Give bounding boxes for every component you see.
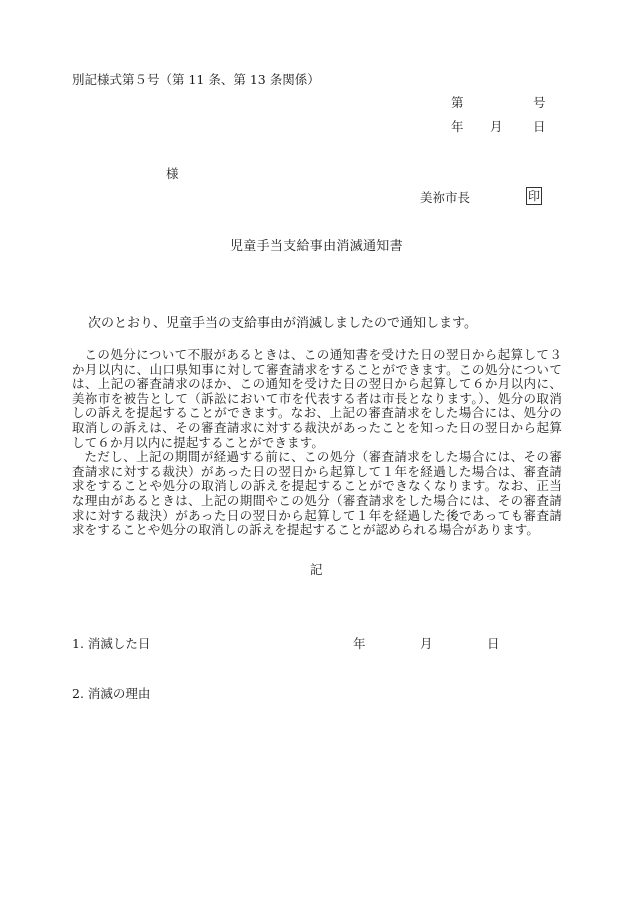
ki-heading: 記: [310, 562, 323, 577]
notice-paragraph: この処分について不服があるときは、この通知書を受けた日の翌日から起算して３か月以内に、山口県知事に対して審査請求をすることができます。この処分については、上記の審査請求のほか、この通知を受けた日の翌日から起算して６か月以内に、美祢市を被告として（訴訟において市を代表する者は市長となります。）、処分の取消しの訴えを提起することができます。なお、上記の審査請求をした場合には、処分の取消しの訴えは、その審査請求に対する裁決があったことを知った日の翌日から起算して６か月以内に提起することができます。: [72, 347, 562, 450]
date-day: 日: [487, 636, 500, 651]
seal-mark: 印: [528, 189, 541, 203]
addressee-honorific: 様: [166, 166, 179, 181]
issuer-name: 美祢市長: [420, 190, 471, 205]
date-month: 月: [490, 119, 503, 134]
appeal-notice: [72, 348, 562, 538]
date-year: 年: [353, 636, 366, 651]
date-year: 年: [451, 119, 464, 134]
notice-paragraph: ただし、上記の期間が経過する前に、この処分（審査請求をした場合には、その審査請求に対する裁決）があった日の翌日から起算して１年を経過した場合は、審査請求をすることや処分の取消しの訴えを提起することができなくなります。なお、正当な理由があるときは、上記の期間やこの処分（審査請求をした場合には、その審査請求に対する裁決）があった日の翌日から起算して１年を経過した後であっても審査請求をすることや処分の取消しの訴えを提起することが認められる場合があります。: [72, 449, 562, 538]
item-extinction-reason: 2. 消滅の理由: [72, 686, 151, 701]
number-prefix: 第: [451, 95, 464, 110]
item-label: 1. 消滅した日: [72, 636, 151, 651]
form-label: 別記様式第５号（第 11 条、第 13 条関係）: [72, 72, 320, 87]
document-title: 児童手当支給事由消滅通知書: [230, 239, 403, 254]
lead-text: 次のとおり、児童手当の支給事由が消滅しましたので通知します。: [88, 316, 477, 331]
date-day: 日: [533, 119, 546, 134]
number-suffix: 号: [533, 95, 546, 110]
date-month: 月: [420, 636, 433, 651]
